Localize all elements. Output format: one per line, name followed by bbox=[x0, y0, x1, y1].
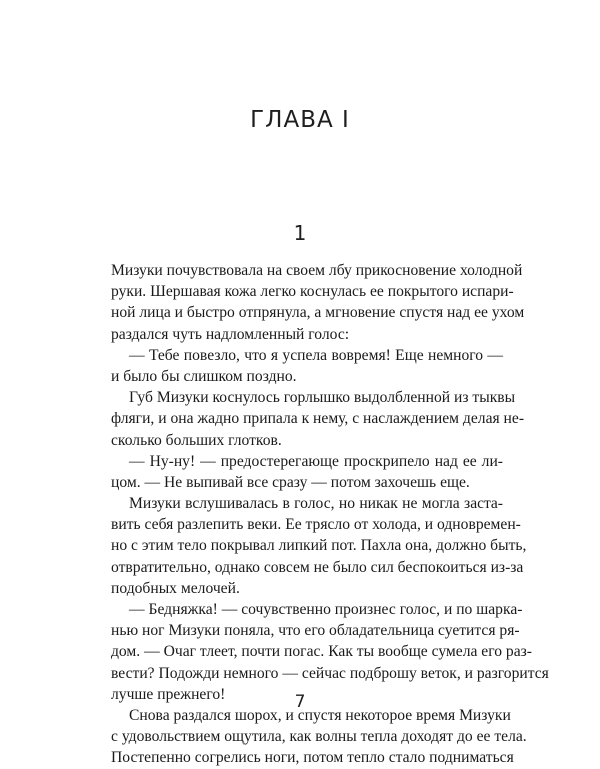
page-number: 7 bbox=[294, 692, 306, 712]
text-line: — Тебе повезло, что я успела вовремя! Еще немного — bbox=[129, 346, 503, 364]
text-line: Снова раздался шорох, и спустя некоторое время Мизуки bbox=[129, 706, 511, 724]
text-line: Постепенно согрелись ноги, потом тепло стало подниматься bbox=[111, 749, 514, 767]
text-line: руки. Шершавая кожа легко коснулась ее покрытого испари- bbox=[111, 283, 514, 301]
text-line: подобных мелочей. bbox=[111, 579, 240, 597]
text-line: с удовольствием ощутила, как волны тепла доходят до ее тела. bbox=[111, 728, 527, 746]
text-line: вести? Подожди немного — сейчас подброшу веток, и разгорится bbox=[111, 664, 549, 682]
text-line: дом. — Очаг тлеет, почти погас. Как ты вообще сумела его раз- bbox=[111, 643, 532, 661]
text-line: Мизуки вслушивалась в голос, но никак не могла застa- bbox=[129, 495, 503, 513]
text-line: нью ног Мизуки поняла, что его обладательница суетится ря- bbox=[111, 622, 520, 640]
text-line: лучше прежнего! bbox=[111, 685, 226, 703]
text-line: и было бы слишком поздно. bbox=[111, 367, 297, 385]
chapter-title: ГЛАВА I bbox=[250, 107, 350, 133]
text-line: Губ Мизуки коснулось горлышко выдолбленной из тыквы bbox=[129, 389, 516, 407]
text-line: но с этим тело покрывал липкий пот. Пахла она, должно быть, bbox=[111, 537, 527, 555]
text-line: вить себя разлепить веки. Ее трясло от холода, и одновремен- bbox=[111, 516, 521, 534]
text-line: отвратительно, однако совсем не было сил беспокоиться из-за bbox=[111, 558, 524, 576]
text-line: раздался чуть надломленный голос: bbox=[111, 325, 350, 343]
text-line: цом. — Не выпивай все сразу — потом захочешь еще. bbox=[111, 473, 470, 491]
text-line: сколько больших глотков. bbox=[111, 431, 282, 449]
text-line: Мизуки почувствовала на своем лбу прикосновение холодной bbox=[111, 262, 523, 279]
text-line: — Бедняжка! — сочувственно произнес голос, и по шарка- bbox=[129, 601, 523, 618]
text-line: фляги, и она жадно припала к нему, с наслаждением делая не- bbox=[111, 410, 525, 428]
text-line: — Ну-ну! — предостерегающе проскрипело над ее ли- bbox=[129, 452, 503, 470]
section-number: 1 bbox=[293, 221, 307, 245]
text-line: ной лица и быстро отпрянула, а мгновение спустя над ее ухом bbox=[111, 304, 525, 322]
